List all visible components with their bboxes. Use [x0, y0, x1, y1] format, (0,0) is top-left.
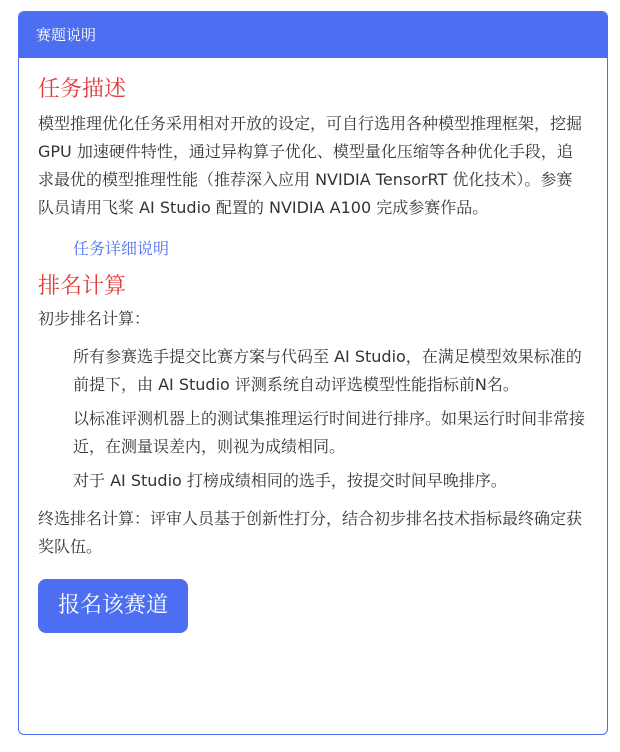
ranking-rule-1: 所有参赛选手提交比赛方案与代码至 AI Studio，在满足模型效果标准的前提下，由 AI Studio 评测系统自动评选模型性能指标前N名。 [73, 347, 582, 394]
ranking-rule-3: 对于 AI Studio 打榜成绩相同的选手，按提交时间早晚排序。 [73, 471, 507, 490]
preliminary-ranking-label: 初步排名计算： [38, 309, 151, 328]
task-description-text: 模型推理优化任务采用相对开放的设定，可自行选用各种模型推理框架，挖掘 GPU 加速硬件特性，通过异构算子优化、模型量化压缩等各种优化手段，追求最优的模型推理性能（推荐深入应用 NVIDIA TensorRT 优化技术）。参赛队员请用飞桨 AI Studio 配置的 NVIDIA A100 完成参赛作品。 [38, 114, 583, 217]
competition-info-card [18, 11, 608, 735]
ranking-rule-2: 以标准评测机器上的测试集推理运行时间进行排序。如果运行时间非常接近，在测量误差内，则视为成绩相同。 [73, 409, 586, 456]
card-header: 赛题说明 [19, 12, 607, 58]
final-ranking-text: 终选排名计算：评审人员基于创新性打分，结合初步排名技术指标最终确定获奖队伍。 [38, 509, 583, 556]
task-description-title: 任务描述 [38, 77, 127, 102]
task-detail-link[interactable]: 任务详细说明 [73, 239, 170, 258]
ranking-title: 排名计算 [38, 274, 127, 299]
card-body [19, 58, 607, 633]
register-track-button[interactable]: 报名该赛道 [38, 579, 188, 633]
